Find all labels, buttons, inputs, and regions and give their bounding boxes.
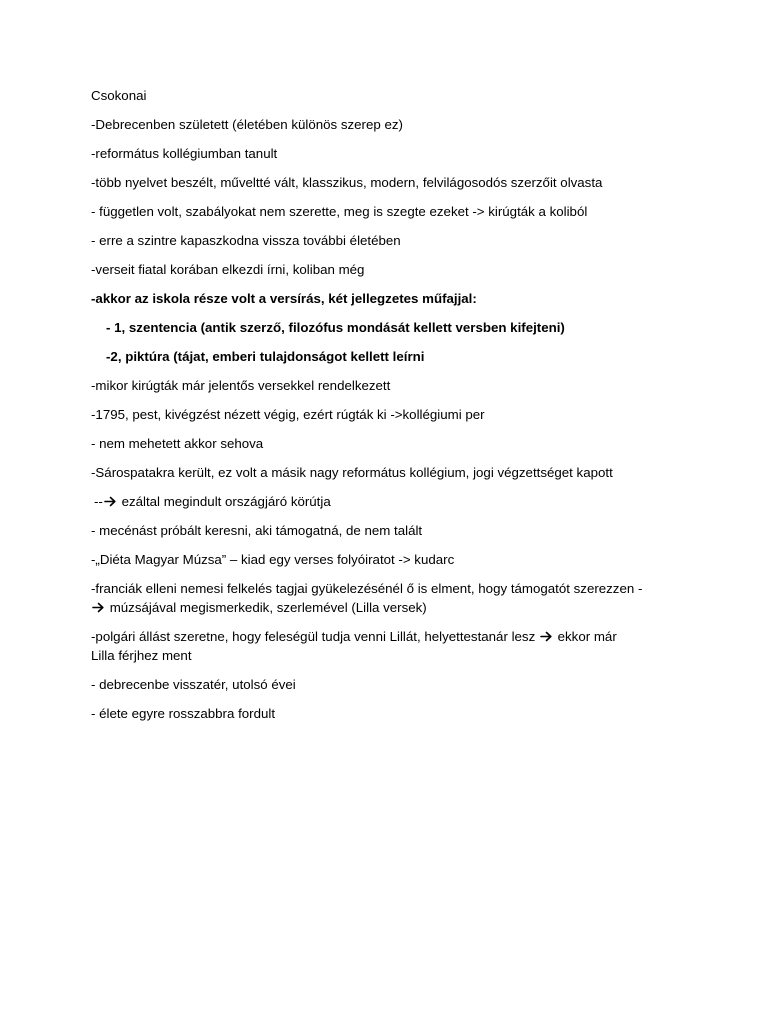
document-title: Csokonai [91, 88, 147, 103]
note-text: múzsájával megismerkedik, szerlemével (Lilla versek) [109, 600, 427, 615]
right-arrow-icon [92, 602, 105, 613]
note-line-with-arrow [91, 598, 691, 617]
right-arrow-icon [540, 631, 553, 642]
note-subitem-bold: -2, piktúra (tájat, emberi tulajdonságot kellett leírni [106, 349, 425, 364]
note-line: - független volt, szabályokat nem szerette, meg is szegte ezeket -> kirúgták a koliból [91, 204, 588, 219]
note-line: - nem mehetett akkor sehova [91, 436, 264, 451]
note-text: -polgári állást szeretne, hogy feleségül tudja venni Lillát, helyettestanár lesz [91, 629, 536, 644]
note-line: -verseit fiatal korában elkezdi írni, koliban még [91, 262, 365, 277]
note-line: -„Diéta Magyar Múzsa” – kiad egy verses folyóiratot -> kudarc [91, 552, 455, 567]
note-line: -Debrecenben született (életében különös szerep ez) [91, 117, 403, 132]
note-line: -franciák elleni nemesi felkelés tagjai gyükelezésénél ő is elment, hogy támogatót szerezzen - [91, 581, 643, 596]
note-line: -1795, pest, kivégzést nézett végig, ezért rúgták ki ->kollégiumi per [91, 407, 485, 422]
note-line: -több nyelvet beszélt, műveltté vált, klasszikus, modern, felvilágosodós szerzőit olvasta [91, 175, 603, 190]
note-line-with-arrow [94, 492, 694, 511]
note-line: - debrecenbe visszatér, utolsó évei [91, 677, 296, 692]
note-text: ezáltal megindult országjáró körútja [121, 494, 331, 509]
note-line: Lilla férjhez ment [91, 648, 192, 663]
note-line: - élete egyre rosszabbra fordult [91, 706, 276, 721]
note-line: - mecénást próbált keresni, aki támogatná, de nem talált [91, 523, 423, 538]
note-line: -mikor kirúgták már jelentős versekkel rendelkezett [91, 378, 391, 393]
note-text: ekkor már [557, 629, 617, 644]
note-line: - erre a szintre kapaszkodna vissza további életében [91, 233, 401, 248]
note-line-with-arrow [91, 627, 691, 646]
note-subitem-bold: - 1, szentencia (antik szerző, filozófus mondását kellett versben kifejteni) [106, 320, 565, 335]
right-arrow-icon [104, 496, 117, 507]
note-line: -református kollégiumban tanult [91, 146, 278, 161]
note-prefix: -- [94, 494, 103, 509]
note-line: -Sárospatakra került, ez volt a másik nagy református kollégium, jogi végzettséget kapott [91, 465, 613, 480]
note-line-bold: -akkor az iskola része volt a versírás, két jellegzetes műfajjal: [91, 291, 477, 306]
